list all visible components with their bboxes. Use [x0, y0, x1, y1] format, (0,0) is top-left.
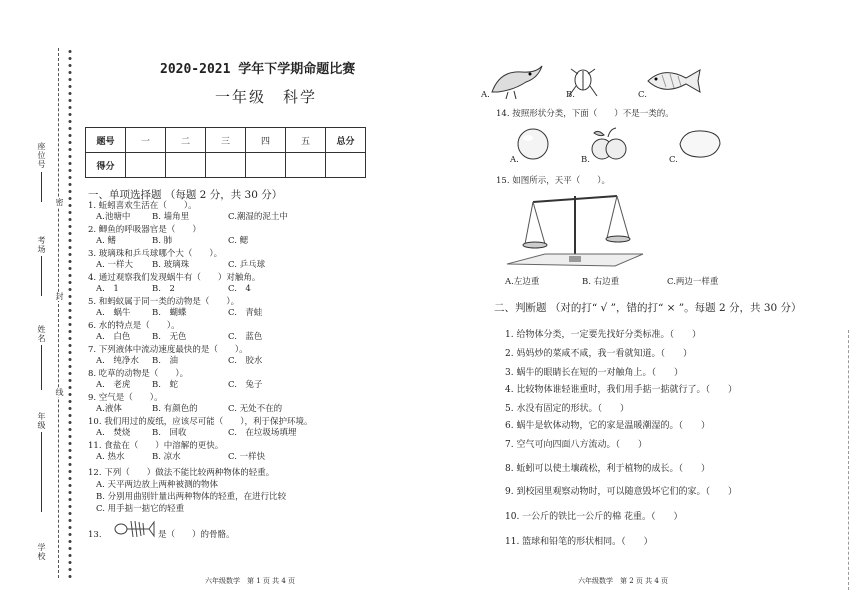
judge-item: 10. 一公斤的铁比一公斤的棉 花重。（ ） — [505, 512, 683, 522]
question-option: B. 墙角里 — [152, 212, 190, 222]
question-option: B. 凉水 — [152, 452, 181, 462]
score-table-score-row — [86, 153, 366, 178]
score-cell: 三 — [206, 128, 246, 153]
seal-mark-xian: 线 — [55, 388, 64, 397]
judge-item: 2. 妈妈炒的菜咸不咸，我一看就知道。（ ） — [505, 349, 692, 359]
question-text: 9. 空气是（ ）。 — [88, 393, 163, 403]
judge-item: 6. 蜗牛是软体动物，它的家是温暖潮湿的。（ ） — [505, 421, 710, 431]
score-cell: 一 — [126, 128, 166, 153]
q14-option-c: C. — [669, 155, 678, 165]
binding-dotted-strip — [67, 48, 73, 578]
score-cell: 题号 — [86, 128, 126, 153]
question-option: A. 一样大 — [96, 260, 134, 270]
question-option: A. 1 — [96, 284, 119, 294]
question-option: A. 焚烧 — [96, 428, 131, 438]
name-label: 姓名 — [37, 325, 46, 343]
question-option: B. 油 — [152, 356, 178, 366]
section1-heading: 一、单项选择题 （每题 2 分，共 30 分） — [88, 189, 283, 201]
score-cell: 五 — [286, 128, 326, 153]
score-input-cell[interactable] — [166, 153, 206, 178]
q15-text: 15. 如图所示，天平（ ）。 — [496, 176, 610, 186]
question-option: A. 蜗牛 — [96, 308, 131, 318]
judge-item: 8. 蚯蚓可以使土壤疏松，利于植物的成长。（ ） — [505, 464, 710, 474]
q13-number: 13. — [88, 530, 102, 540]
question-option: A. 白色 — [96, 332, 131, 342]
q15-option-c: C.两边一样重 — [667, 277, 719, 287]
bird-image — [486, 62, 548, 100]
score-input-cell[interactable] — [326, 153, 366, 178]
q13-option-a: A. — [481, 90, 490, 100]
question-option: B. 无色 — [152, 332, 187, 342]
question-option: C. 乒乓球 — [228, 260, 266, 270]
q13-option-b: B. — [566, 90, 575, 100]
question-option: C. 蓝色 — [228, 332, 263, 342]
grade-label: 年级 — [37, 412, 46, 430]
binding-dashed-line — [58, 48, 59, 578]
grade-blank — [41, 432, 42, 512]
question-option: A.池塘中 — [96, 212, 131, 222]
question-option: B. 蛇 — [152, 380, 178, 390]
school-label: 学校 — [37, 543, 46, 561]
question-text: 1. 蚯蚓喜欢生活在（ ）。 — [88, 201, 197, 211]
question-option: C. 在垃圾场填埋 — [228, 428, 297, 438]
question-option: A.液体 — [96, 404, 122, 414]
exam-title: 2020-2021 学年下学期命题比赛 — [160, 62, 356, 77]
section2-heading: 二、判断题 （对的打“ √ ”，错的打“ × ”。每题 2 分，共 30 分） — [494, 302, 802, 314]
question-option: C. 4 — [228, 284, 251, 294]
question-option: B. 有颜色的 — [152, 404, 198, 414]
score-input-cell[interactable] — [126, 153, 166, 178]
judge-item: 7. 空气可向四面八方流动。（ ） — [505, 440, 647, 450]
score-table-header-row — [86, 128, 366, 153]
question-text: 4. 通过观察我们发现蜗牛有（ ）对触角。 — [88, 273, 261, 283]
lemon-image — [676, 128, 724, 160]
score-input-cell[interactable] — [246, 153, 286, 178]
q15-option-a: A.左边重 — [505, 277, 540, 287]
q12-option-c: C. 用手掂一掂它的轻重 — [96, 504, 185, 514]
q13-text: 是（ ）的骨骼。 — [158, 530, 235, 540]
score-cell: 四 — [246, 128, 286, 153]
exam-room-label: 考场 — [37, 236, 46, 254]
judge-item: 11. 篮球和铅笔的形状相同。（ ） — [505, 537, 653, 547]
fish-skeleton-image — [113, 516, 155, 542]
q12-option-a: A. 天平两边放上两种被测的物体 — [96, 480, 219, 490]
question-option: C. 无处不在的 — [228, 404, 283, 414]
question-text: 3. 玻璃珠和乒乓球哪个大（ ）。 — [88, 249, 223, 259]
judge-item: 5. 水没有固定的形状。（ ） — [505, 404, 629, 414]
q14-text: 14. 按照形状分类，下面（ ）不是一类的。 — [496, 109, 674, 119]
page1-footer: 六年级数学 第 1 页 共 4 页 — [205, 577, 296, 585]
seal-mark-feng: 封 — [55, 292, 64, 301]
question-option: A. 老虎 — [96, 380, 131, 390]
judge-item: 1. 给物体分类，一定要先找好分类标准。（ ） — [505, 330, 701, 340]
seat-number-blank — [41, 172, 42, 202]
question-text: 6. 水的特点是（ ）。 — [88, 321, 180, 331]
question-option: B. 蝴蝶 — [152, 308, 187, 318]
score-cell: 总分 — [326, 128, 366, 153]
question-option: A. 鳍 — [96, 236, 117, 246]
question-text: 7. 下列液体中流动速度最快的是（ ）。 — [88, 345, 248, 355]
question-text: 10. 我们用过的废纸，应该尽可能（ ），利于保护环境。 — [88, 417, 313, 427]
fruit-image — [588, 125, 630, 165]
q15-option-b: B. 右边重 — [582, 277, 620, 287]
score-table — [85, 127, 366, 178]
judge-item: 3. 蜗牛的眼睛长在短的一对触角上。（ ） — [505, 368, 683, 378]
question-option: B. 玻璃珠 — [152, 260, 190, 270]
question-option: A. 热水 — [96, 452, 125, 462]
question-option: C. 胶水 — [228, 356, 263, 366]
right-edge-dashed-line — [848, 330, 849, 590]
judge-item: 9. 到校园里观察动物时，可以随意毁坏它们的家。（ ） — [505, 487, 737, 497]
score-input-cell[interactable] — [286, 153, 326, 178]
q14-option-b: B. — [581, 155, 590, 165]
seat-number-label: 座位号 — [37, 142, 46, 169]
question-text: 5. 和蚂蚁属于同一类的动物是（ ）。 — [88, 297, 240, 307]
question-option: A. 纯净水 — [96, 356, 139, 366]
score-input-cell[interactable] — [206, 153, 246, 178]
question-text: 11. 食盐在（ ）中溶解的更快。 — [88, 441, 224, 451]
score-row-label: 得分 — [86, 153, 126, 178]
question-text: 2. 鲫鱼的呼吸器官是（ ） — [88, 225, 201, 235]
name-blank — [41, 345, 42, 390]
ball-image — [515, 127, 551, 161]
q12-option-b: B. 分别用曲别针量出两种物体的轻重，在进行比较 — [96, 492, 287, 502]
question-option: B. 肺 — [152, 236, 173, 246]
score-cell: 二 — [166, 128, 206, 153]
question-option: C. 鳃 — [228, 236, 249, 246]
question-option: C.潮湿的泥土中 — [228, 212, 288, 222]
balance-scale-image — [505, 188, 645, 270]
exam-room-blank — [41, 256, 42, 296]
q13-option-c: C. — [638, 90, 647, 100]
question-option: B. 回收 — [152, 428, 187, 438]
question-text: 8. 吃草的动物是（ ）。 — [88, 369, 189, 379]
seal-mark-mi: 密 — [55, 198, 64, 207]
fish-image — [644, 66, 704, 96]
question-option: C. 兔子 — [228, 380, 263, 390]
exam-subtitle: 一年级 科学 — [215, 88, 318, 106]
question-option: C. 一样快 — [228, 452, 266, 462]
question-option: B. 2 — [152, 284, 175, 294]
q12-text: 12. 下列（ ）做法不能比较两种物体的轻重。 — [88, 468, 275, 478]
judge-item: 4. 比较物体谁轻谁重时，我们用手掂一掂就行了。（ ） — [505, 385, 737, 395]
q14-option-a: A. — [510, 155, 519, 165]
page2-footer: 六年级数学 第 2 页 共 4 页 — [578, 577, 669, 585]
question-option: C. 青蛙 — [228, 308, 263, 318]
